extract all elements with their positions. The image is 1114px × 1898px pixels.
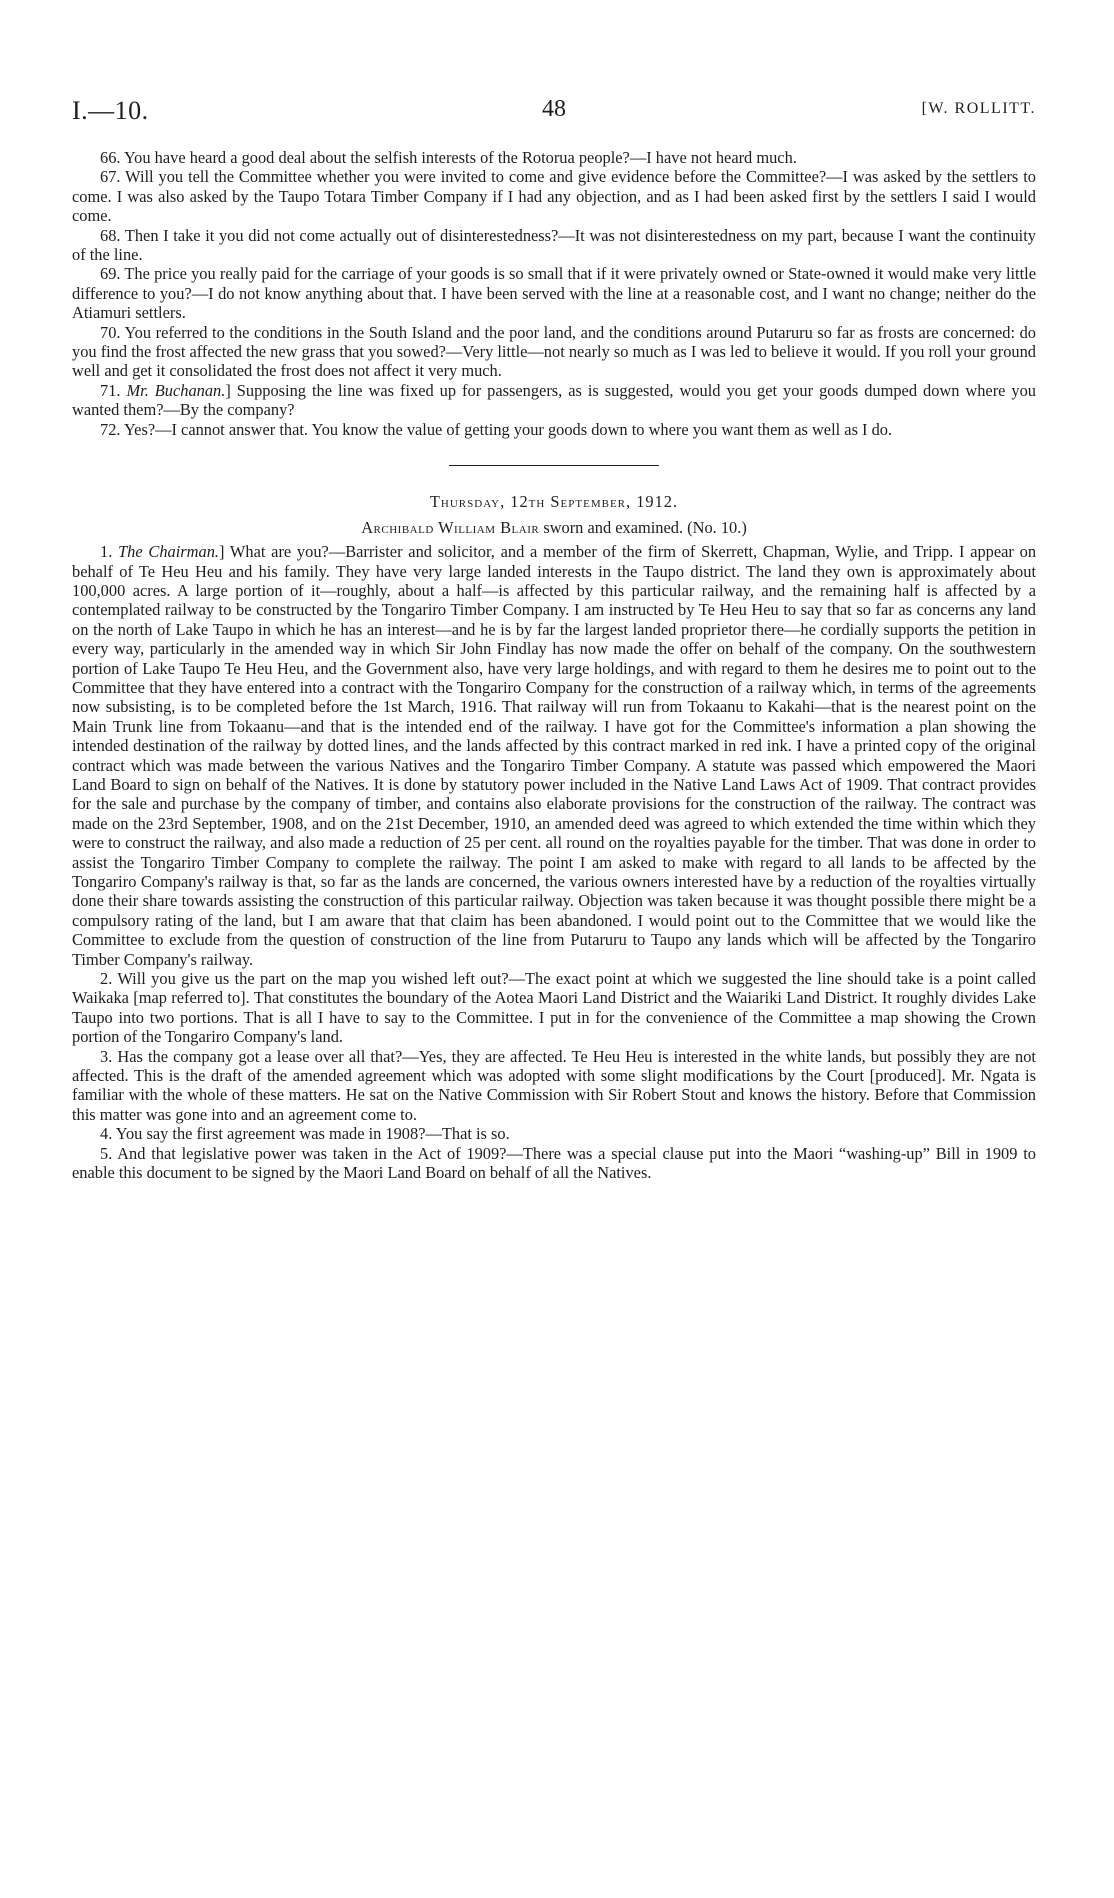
paragraph-66: 66. You have heard a good deal about the selfish interests of the Rotorua people?—I have not heard much. <box>100 148 797 167</box>
paragraph-5: 5. And that legislative power was taken in the Act of 1909?—There was a special clause put into the Maori “washing-up” Bill in 1909 to enable this document to be signed by the Maori Land Board on behalf of all the Natives. <box>72 1143 1036 1183</box>
page-number: 48 <box>542 96 566 122</box>
paragraph-text: ] What are you?—Barrister and solicitor, and a member of the firm of Skerrett, Chapman, Wylie, and Tripp. I appear on behalf of Te Heu Heu and his family. They have very large landed interests in the Taupo district. The land they own is approximately about 100,000 acres. A large portion of it—roughly, about a half—is affected by this particular railway, and the remaining half is affected by a contemplated railway to be constructed by the Tongariro Timber Company. I am instructed by Te Heu Heu to say that so far as concerns any land on the north of Lake Taupo in which he has an interest—and he is by far the largest landed proprietor there—he cordially supports the petition in every way, particularly in the amended way in which Sir John Findlay has now made the offer on behalf of the company. On the southwestern portion of Lake Taupo Te Heu Heu, and the Government also, have very large holdings, and with regard to them he desires me to point out to the Committee that they have entered into a contract with the Tongariro Company for the construction of a railway which, in terms of the agreements now subsisting, is to be completed before the 1st March, 1916. That railway will run from Tokaanu to Kakahi—that is the nearest point on the Main Trunk line from Tokaanu—and that is the intended end of the railway. I have got for the Committee's information a plan showing the intended destination of the railway by dotted lines, and the lands affected by this contract marked in red ink. I have a printed copy of the original contract which was made between the various Natives and the Tongariro Timber Company. A statute was passed which empowered the Maori Land Board to sign on behalf of the Natives. It is done by statutory power included in the Native Land Laws Act of 1909. That contract provides for the sale and purchase by the company of timber, and contains also elaborate provisions for the construction of the railway. The contract was made on the 23rd September, 1908, and on the 21st December, 1910, an amended deed was agreed to which extended the time within which they were to construct the railway, and also made a reduction of 25 per cent. all round on the royalties payable for the timber. That was done in order to assist the Tongariro Timber Company to complete the railway. The point I am asked to make with regard to all lands to be affected by the Tongariro Company's railway is that, so far as the lands are concerned, the various owners interested have by a reduction of the royalties virtually done their share towards assisting the construction of this particular railway. Objection was taken because it was thought possible there might be a compulsory rating of the land, but I am aware that that claim has been abandoned. I would point out to the Committee that we would like the Committee to exclude from the question of construction of the line from Putaruru to Taupo any lands which will be affected by the Tongariro Timber Company's railway. <box>72 542 1037 969</box>
running-header <box>72 96 1036 130</box>
speaker-name: The Chairman. <box>118 542 219 562</box>
speaker-name: Mr. Buchanan. <box>126 380 226 400</box>
evidence-block-previous <box>72 148 1036 439</box>
paragraph-1 <box>72 542 1036 969</box>
paper-number: I.—10. <box>72 96 149 125</box>
witness-name: Archibald William Blair <box>361 518 540 538</box>
evidence-block-blair <box>72 542 1036 1182</box>
paragraph-3: 3. Has the company got a lease over all that?—Yes, they are affected. Te Heu Heu is interested in the white lands, but possibly they are not affected. This is the draft of the amended agreement which was adopted with some slight modifications by the Court [produced]. Mr. Ngata is familiar with the whole of these matters. He sat on the Native Commission with Sir Robert Stout and knows the history. Before that Commission this matter was gone into and an agreement come to. <box>72 1046 1036 1124</box>
paragraph-71 <box>72 381 1036 420</box>
paragraph-text: ] Supposing the line was fixed up for passengers, as is suggested, would you get your goods dumped down where you wanted them?—By the company? <box>72 380 1037 420</box>
witness-heading <box>72 518 1036 538</box>
paragraph-69: 69. The price you really paid for the carriage of your goods is so small that if it were privately owned or State-owned it would make very little difference to you?—I do not know anything about that. I have been served with the line at a reasonable cost, and I want no change; neither do the Atiamuri settlers. <box>72 264 1036 323</box>
paragraph-number: 1. <box>100 542 119 562</box>
paragraph-number: 71. <box>100 380 127 400</box>
paragraph-72: 72. Yes?—I cannot answer that. You know the value of getting your goods down to where you want them as well as I do. <box>100 419 893 439</box>
paragraph-2: 2. Will you give us the part on the map you wished left out?—The exact point at which we suggested the line should take is a point called Waikaka [map referred to]. That constitutes the boundary of the Aotea Maori Land District and the Waiariki Land District. It roughly divides Lake Taupo into two portions. That is all I have to say to the Committee. I put in for the convenience of the Committee a map showing the Crown portion of the Tongariro Company's land. <box>72 969 1036 1047</box>
sitting-date: Thursday, 12th September, 1912. <box>429 492 679 512</box>
witness-status: sworn and examined. (No. 10.) <box>539 518 747 538</box>
paragraph-68: 68. Then I take it you did not come actually out of disinterestedness?—It was not disinterestedness on my part, because I want the continuity of the line. <box>72 225 1036 265</box>
section-divider <box>449 465 659 466</box>
paragraph-67: 67. Will you tell the Committee whether you were invited to come and give evidence before the Committee?—I was asked by the settlers to come. I was also asked by the Taupo Totara Timber Company if I had any objection, and as I had been asked first by the settlers I said I would come. <box>72 167 1036 226</box>
paragraph-4: 4. You say the first agreement was made in 1908?—That is so. <box>100 1124 510 1144</box>
witness-header: [W. ROLLITT. <box>921 100 1036 117</box>
document-page <box>72 96 1036 1183</box>
paragraph-70: 70. You referred to the conditions in the South Island and the poor land, and the conditions around Putaruru so far as frosts are concerned: do you find the frost affected the new grass that you sowed?—Very little—not nearly so much as I was led to believe it would. If you roll your ground well and get it consolidated the frost does not affect it very much. <box>72 322 1036 381</box>
